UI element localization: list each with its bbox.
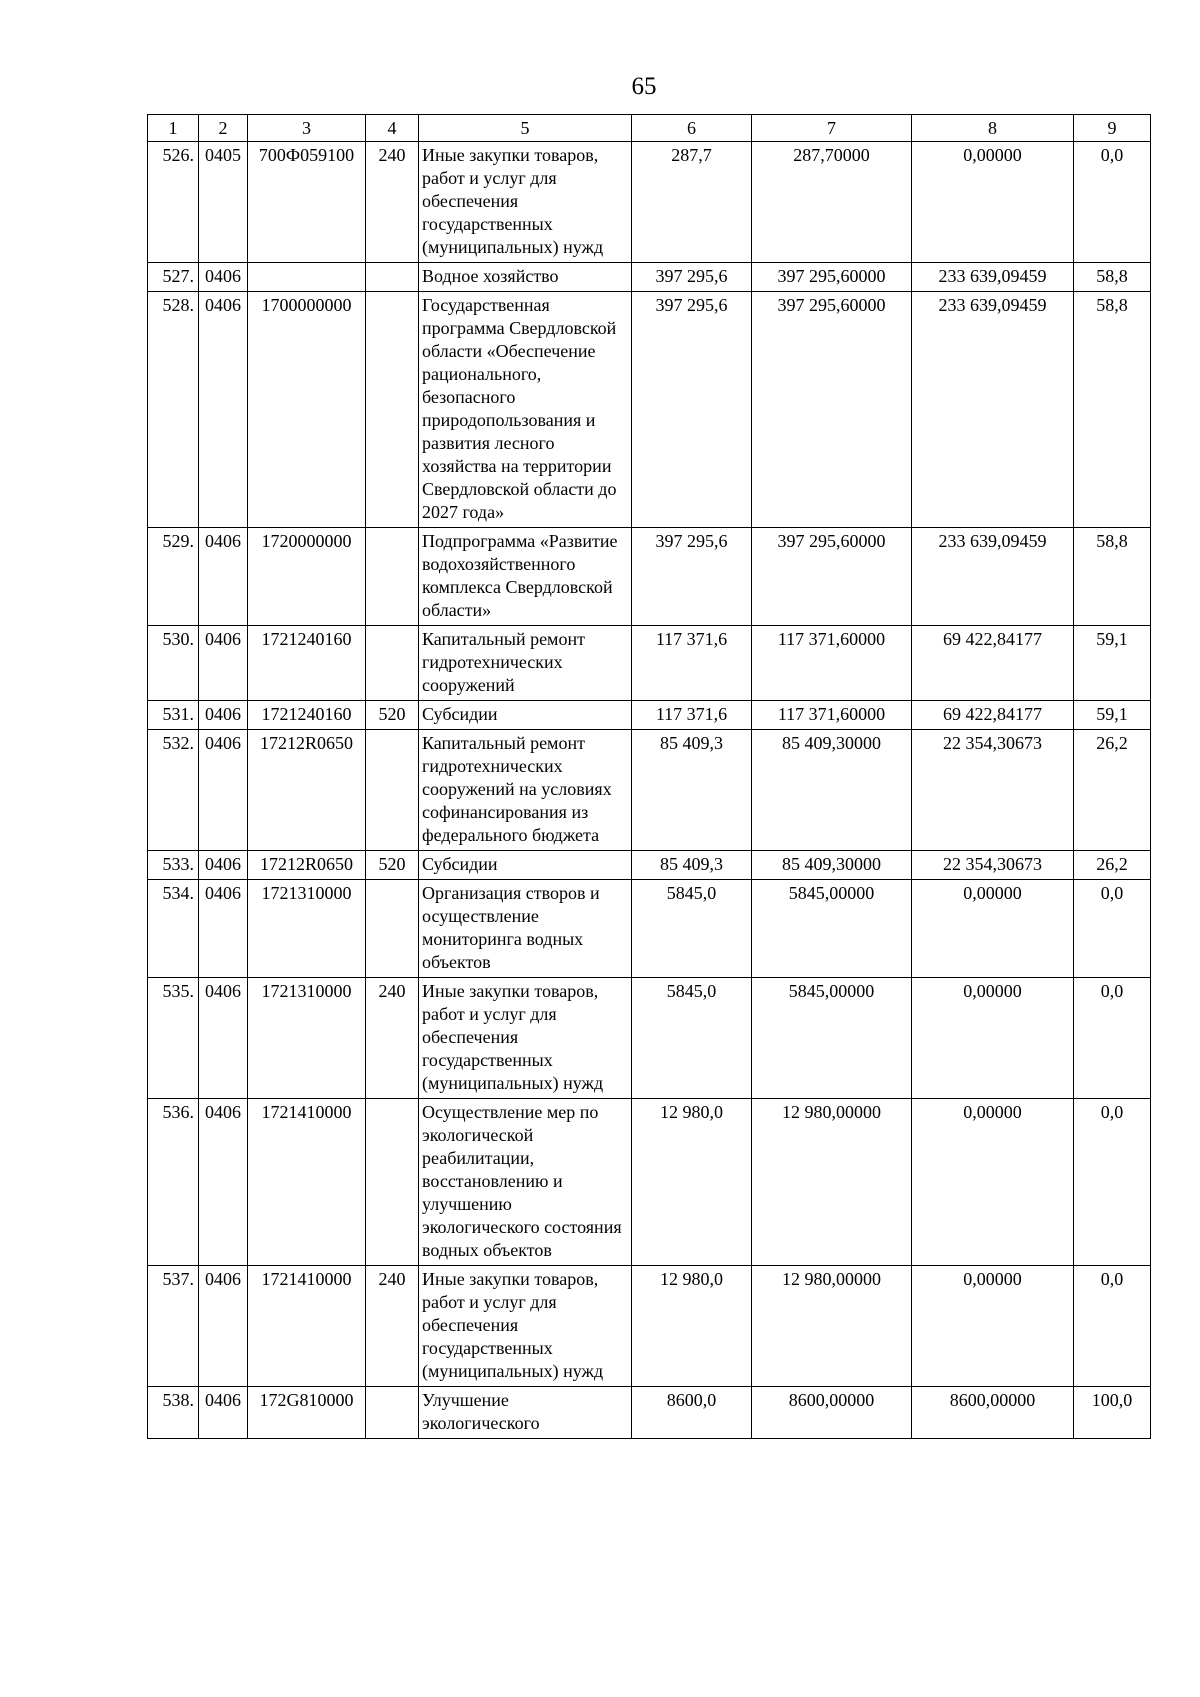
section-code-cell: 0406 [199, 263, 248, 292]
executed-amount-cell: 233 639,09459 [912, 292, 1074, 528]
approved-amount-cell: 12 980,00000 [752, 1266, 912, 1387]
executed-amount-cell: 69 422,84177 [912, 626, 1074, 701]
approved-amount-cell: 8600,00000 [752, 1387, 912, 1439]
expense-type-cell [366, 1099, 419, 1266]
section-code-cell: 0406 [199, 1099, 248, 1266]
header-cell-7: 7 [752, 115, 912, 142]
row-number-cell: 531. [148, 701, 199, 730]
table-row [148, 626, 1151, 701]
item-name-cell: Улучшение экологического [419, 1387, 632, 1439]
planned-amount-cell: 397 295,6 [632, 263, 752, 292]
section-code-cell: 0406 [199, 292, 248, 528]
target-article-cell: 17212R0650 [248, 851, 366, 880]
table-row [148, 730, 1151, 851]
approved-amount-cell: 397 295,60000 [752, 292, 912, 528]
approved-amount-cell: 287,70000 [752, 142, 912, 263]
planned-amount-cell: 5845,0 [632, 880, 752, 978]
executed-amount-cell: 0,00000 [912, 1099, 1074, 1266]
row-number-cell: 527. [148, 263, 199, 292]
table-row [148, 142, 1151, 263]
row-number-cell: 528. [148, 292, 199, 528]
row-number-cell: 537. [148, 1266, 199, 1387]
row-number-cell: 532. [148, 730, 199, 851]
executed-amount-cell: 0,00000 [912, 1266, 1074, 1387]
executed-amount-cell: 0,00000 [912, 880, 1074, 978]
section-code-cell: 0405 [199, 142, 248, 263]
item-name-cell: Подпрограмма «Развитие водохозяйственного комплекса Свердловской области» [419, 528, 632, 626]
execution-percent-cell: 58,8 [1074, 528, 1151, 626]
target-article-cell: 1720000000 [248, 528, 366, 626]
planned-amount-cell: 397 295,6 [632, 528, 752, 626]
planned-amount-cell: 287,7 [632, 142, 752, 263]
expense-type-cell: 240 [366, 142, 419, 263]
approved-amount-cell: 12 980,00000 [752, 1099, 912, 1266]
executed-amount-cell: 22 354,30673 [912, 851, 1074, 880]
header-cell-8: 8 [912, 115, 1074, 142]
row-number-cell: 536. [148, 1099, 199, 1266]
page-number: 65 [631, 73, 657, 100]
section-code-cell: 0406 [199, 1387, 248, 1439]
header-cell-2: 2 [199, 115, 248, 142]
approved-amount-cell: 5845,00000 [752, 880, 912, 978]
target-article-cell: 1721240160 [248, 701, 366, 730]
executed-amount-cell: 69 422,84177 [912, 701, 1074, 730]
table-row [148, 263, 1151, 292]
item-name-cell: Субсидии [419, 701, 632, 730]
table-row [148, 1099, 1151, 1266]
header-cell-1: 1 [148, 115, 199, 142]
header-cell-5: 5 [419, 115, 632, 142]
expense-type-cell: 520 [366, 701, 419, 730]
execution-percent-cell: 26,2 [1074, 730, 1151, 851]
planned-amount-cell: 117 371,6 [632, 626, 752, 701]
planned-amount-cell: 397 295,6 [632, 292, 752, 528]
target-article-cell: 1721310000 [248, 880, 366, 978]
execution-percent-cell: 0,0 [1074, 142, 1151, 263]
section-code-cell: 0406 [199, 626, 248, 701]
row-number-cell: 526. [148, 142, 199, 263]
planned-amount-cell: 8600,0 [632, 1387, 752, 1439]
header-cell-4: 4 [366, 115, 419, 142]
approved-amount-cell: 85 409,30000 [752, 851, 912, 880]
expense-type-cell [366, 626, 419, 701]
header-cell-3: 3 [248, 115, 366, 142]
approved-amount-cell: 117 371,60000 [752, 626, 912, 701]
item-name-cell: Капитальный ремонт гидротехнических сооружений [419, 626, 632, 701]
item-name-cell: Осуществление мер по экологической реабилитации, восстановлению и улучшению экологического состояния водных объектов [419, 1099, 632, 1266]
header-cell-6: 6 [632, 115, 752, 142]
table-row [148, 292, 1151, 528]
section-code-cell: 0406 [199, 1266, 248, 1387]
budget-table [147, 114, 1151, 1439]
section-code-cell: 0406 [199, 528, 248, 626]
executed-amount-cell: 233 639,09459 [912, 528, 1074, 626]
item-name-cell: Иные закупки товаров, работ и услуг для обеспечения государственных (муниципальных) нужд [419, 1266, 632, 1387]
item-name-cell: Иные закупки товаров, работ и услуг для обеспечения государственных (муниципальных) нужд [419, 978, 632, 1099]
execution-percent-cell: 26,2 [1074, 851, 1151, 880]
expense-type-cell: 520 [366, 851, 419, 880]
approved-amount-cell: 117 371,60000 [752, 701, 912, 730]
table-row [148, 880, 1151, 978]
section-code-cell: 0406 [199, 730, 248, 851]
execution-percent-cell: 0,0 [1074, 1266, 1151, 1387]
executed-amount-cell: 0,00000 [912, 978, 1074, 1099]
header-row [148, 115, 1151, 142]
item-name-cell: Государственная программа Свердловской области «Обеспечение рационального, безопасного природопользования и развития лесного хозяйства на территории Свердловской области до 2027 года» [419, 292, 632, 528]
table-row [148, 1387, 1151, 1439]
planned-amount-cell: 12 980,0 [632, 1266, 752, 1387]
row-number-cell: 530. [148, 626, 199, 701]
executed-amount-cell: 8600,00000 [912, 1387, 1074, 1439]
execution-percent-cell: 0,0 [1074, 1099, 1151, 1266]
expense-type-cell [366, 1387, 419, 1439]
execution-percent-cell: 100,0 [1074, 1387, 1151, 1439]
target-article-cell: 172G810000 [248, 1387, 366, 1439]
expense-type-cell [366, 263, 419, 292]
expense-type-cell [366, 730, 419, 851]
executed-amount-cell: 233 639,09459 [912, 263, 1074, 292]
expense-type-cell [366, 880, 419, 978]
target-article-cell: 1700000000 [248, 292, 366, 528]
table-header [148, 115, 1151, 142]
table-row [148, 528, 1151, 626]
approved-amount-cell: 397 295,60000 [752, 528, 912, 626]
row-number-cell: 535. [148, 978, 199, 1099]
section-code-cell: 0406 [199, 978, 248, 1099]
approved-amount-cell: 85 409,30000 [752, 730, 912, 851]
table-row [148, 701, 1151, 730]
item-name-cell: Иные закупки товаров, работ и услуг для обеспечения государственных (муниципальных) нужд [419, 142, 632, 263]
table-row [148, 1266, 1151, 1387]
table-row [148, 978, 1151, 1099]
row-number-cell: 529. [148, 528, 199, 626]
planned-amount-cell: 117 371,6 [632, 701, 752, 730]
planned-amount-cell: 85 409,3 [632, 730, 752, 851]
target-article-cell: 1721240160 [248, 626, 366, 701]
header-cell-9: 9 [1074, 115, 1151, 142]
item-name-cell: Капитальный ремонт гидротехнических сооружений на условиях софинансирования из федерального бюджета [419, 730, 632, 851]
expense-type-cell: 240 [366, 1266, 419, 1387]
section-code-cell: 0406 [199, 880, 248, 978]
item-name-cell: Субсидии [419, 851, 632, 880]
target-article-cell: 17212R0650 [248, 730, 366, 851]
expense-type-cell [366, 292, 419, 528]
target-article-cell: 1721410000 [248, 1266, 366, 1387]
item-name-cell: Водное хозяйство [419, 263, 632, 292]
execution-percent-cell: 59,1 [1074, 701, 1151, 730]
item-name-cell: Организация створов и осуществление мониторинга водных объектов [419, 880, 632, 978]
target-article-cell: 1721410000 [248, 1099, 366, 1266]
execution-percent-cell: 58,8 [1074, 292, 1151, 528]
executed-amount-cell: 22 354,30673 [912, 730, 1074, 851]
target-article-cell: 1721310000 [248, 978, 366, 1099]
section-code-cell: 0406 [199, 701, 248, 730]
table-row [148, 851, 1151, 880]
table-body [148, 142, 1151, 1439]
target-article-cell [248, 263, 366, 292]
row-number-cell: 533. [148, 851, 199, 880]
row-number-cell: 534. [148, 880, 199, 978]
planned-amount-cell: 5845,0 [632, 978, 752, 1099]
execution-percent-cell: 59,1 [1074, 626, 1151, 701]
approved-amount-cell: 397 295,60000 [752, 263, 912, 292]
expense-type-cell: 240 [366, 978, 419, 1099]
section-code-cell: 0406 [199, 851, 248, 880]
target-article-cell: 700Ф059100 [248, 142, 366, 263]
execution-percent-cell: 58,8 [1074, 263, 1151, 292]
expense-type-cell [366, 528, 419, 626]
execution-percent-cell: 0,0 [1074, 880, 1151, 978]
execution-percent-cell: 0,0 [1074, 978, 1151, 1099]
executed-amount-cell: 0,00000 [912, 142, 1074, 263]
approved-amount-cell: 5845,00000 [752, 978, 912, 1099]
planned-amount-cell: 85 409,3 [632, 851, 752, 880]
planned-amount-cell: 12 980,0 [632, 1099, 752, 1266]
row-number-cell: 538. [148, 1387, 199, 1439]
